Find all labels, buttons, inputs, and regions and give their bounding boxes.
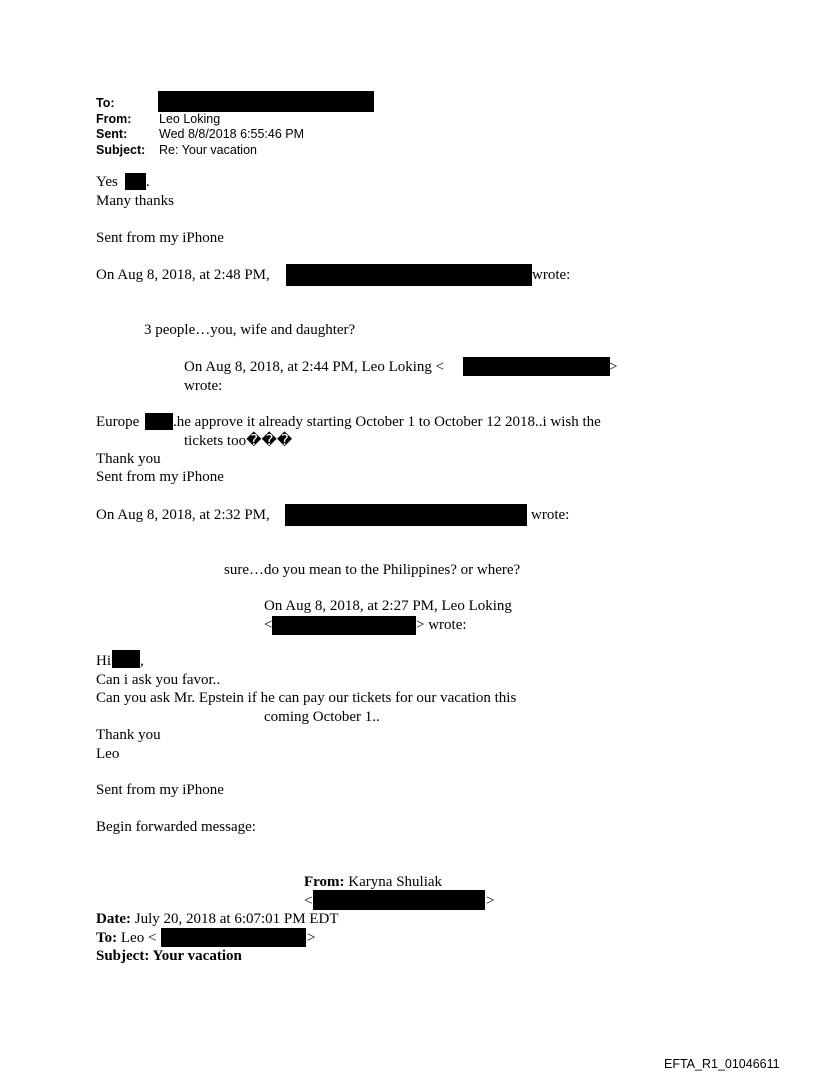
sent-label: Sent: — [96, 127, 128, 141]
fwd-from-lt: < — [304, 893, 313, 909]
fwd-subject-line: Subject: Your vacation — [96, 948, 242, 964]
on-244-line: On Aug 8, 2018, at 2:44 PM, Leo Loking < — [184, 359, 445, 375]
thank-you-2: Thank you — [96, 727, 161, 743]
fwd-from-gt: > — [486, 893, 495, 909]
redaction-248 — [286, 264, 532, 286]
on-244-gt: > — [609, 359, 618, 375]
redaction-to — [158, 91, 374, 112]
on-232-line: On Aug 8, 2018, at 2:32 PM, — [96, 507, 270, 523]
from-label: From: — [96, 112, 132, 126]
yes-line — [96, 173, 118, 191]
from-value: Leo Loking — [159, 112, 221, 126]
document-id: EFTA_R1_01046611 — [664, 1057, 780, 1071]
yes-dot: . — [146, 174, 150, 190]
europe-word: Europe — [96, 414, 140, 430]
can-i-ask-line: Can i ask you favor.. — [96, 672, 221, 688]
sent-value: Wed 8/8/2018 6:55:46 PM — [159, 127, 305, 141]
on-244-wrote: wrote: — [184, 378, 223, 394]
on-227-wrote: > wrote: — [416, 617, 467, 633]
begin-forwarded: Begin forwarded message: — [96, 819, 256, 835]
can-you-ask-line: Can you ask Mr. Epstein if he can pay our tickets for our vacation this — [96, 690, 517, 706]
to-row — [96, 96, 159, 111]
yes-text: Yes — [96, 174, 118, 190]
redaction-227 — [272, 616, 416, 635]
leo-signature: Leo — [96, 746, 120, 762]
subject-value: Re: Your vacation — [159, 143, 257, 157]
thank-you-1: Thank you — [96, 451, 161, 467]
sent-from-iphone-2: Sent from my iPhone — [96, 469, 224, 485]
redaction-europe — [145, 413, 173, 430]
fwd-date-line — [96, 910, 339, 928]
on-227-line: On Aug 8, 2018, at 2:27 PM, Leo Loking — [264, 598, 512, 614]
redaction-232 — [285, 504, 527, 526]
redaction-fwd-from — [313, 890, 485, 910]
fwd-date-value: July 20, 2018 at 6:07:01 PM EDT — [130, 911, 339, 927]
three-people-line: 3 people…you, wife and daughter? — [144, 322, 356, 338]
redaction-hi — [112, 650, 140, 668]
fwd-to-label: To: — [96, 930, 118, 946]
coming-october-line: coming October 1.. — [264, 709, 380, 725]
wrote-232: wrote: — [531, 507, 570, 523]
on-227-lt: < — [264, 617, 273, 633]
sent-from-iphone-1: Sent from my iPhone — [96, 230, 224, 246]
fwd-to-value: Leo < — [117, 930, 157, 946]
tickets-too-line: tickets too��� — [184, 433, 293, 449]
many-thanks: Many thanks — [96, 193, 174, 209]
fwd-from-value: Karyna Shuliak — [344, 874, 443, 890]
redaction-yes — [125, 173, 146, 190]
fwd-to-gt: > — [307, 930, 316, 946]
fwd-from-line — [304, 873, 442, 891]
on-248-line: On Aug 8, 2018, at 2:48 PM, — [96, 267, 270, 283]
redaction-244 — [463, 357, 610, 376]
redaction-fwd-to — [161, 928, 306, 947]
sure-line: sure…do you mean to the Philippines? or where? — [224, 562, 521, 578]
fwd-date-label: Date: — [96, 911, 131, 927]
sent-row — [96, 127, 304, 142]
to-label: To: — [96, 96, 115, 110]
subject-row — [96, 143, 257, 158]
wrote-248: wrote: — [532, 267, 571, 283]
fwd-to-line — [96, 929, 156, 947]
from-row — [96, 112, 220, 127]
subject-label: Subject: — [96, 143, 146, 157]
europe-rest: .he approve it already starting October 1 to October 12 2018..i wish the — [173, 414, 601, 430]
hi-word: Hi — [96, 653, 111, 669]
fwd-from-label: From: — [304, 874, 345, 890]
hi-comma: , — [140, 653, 144, 669]
sent-from-iphone-3: Sent from my iPhone — [96, 782, 224, 798]
